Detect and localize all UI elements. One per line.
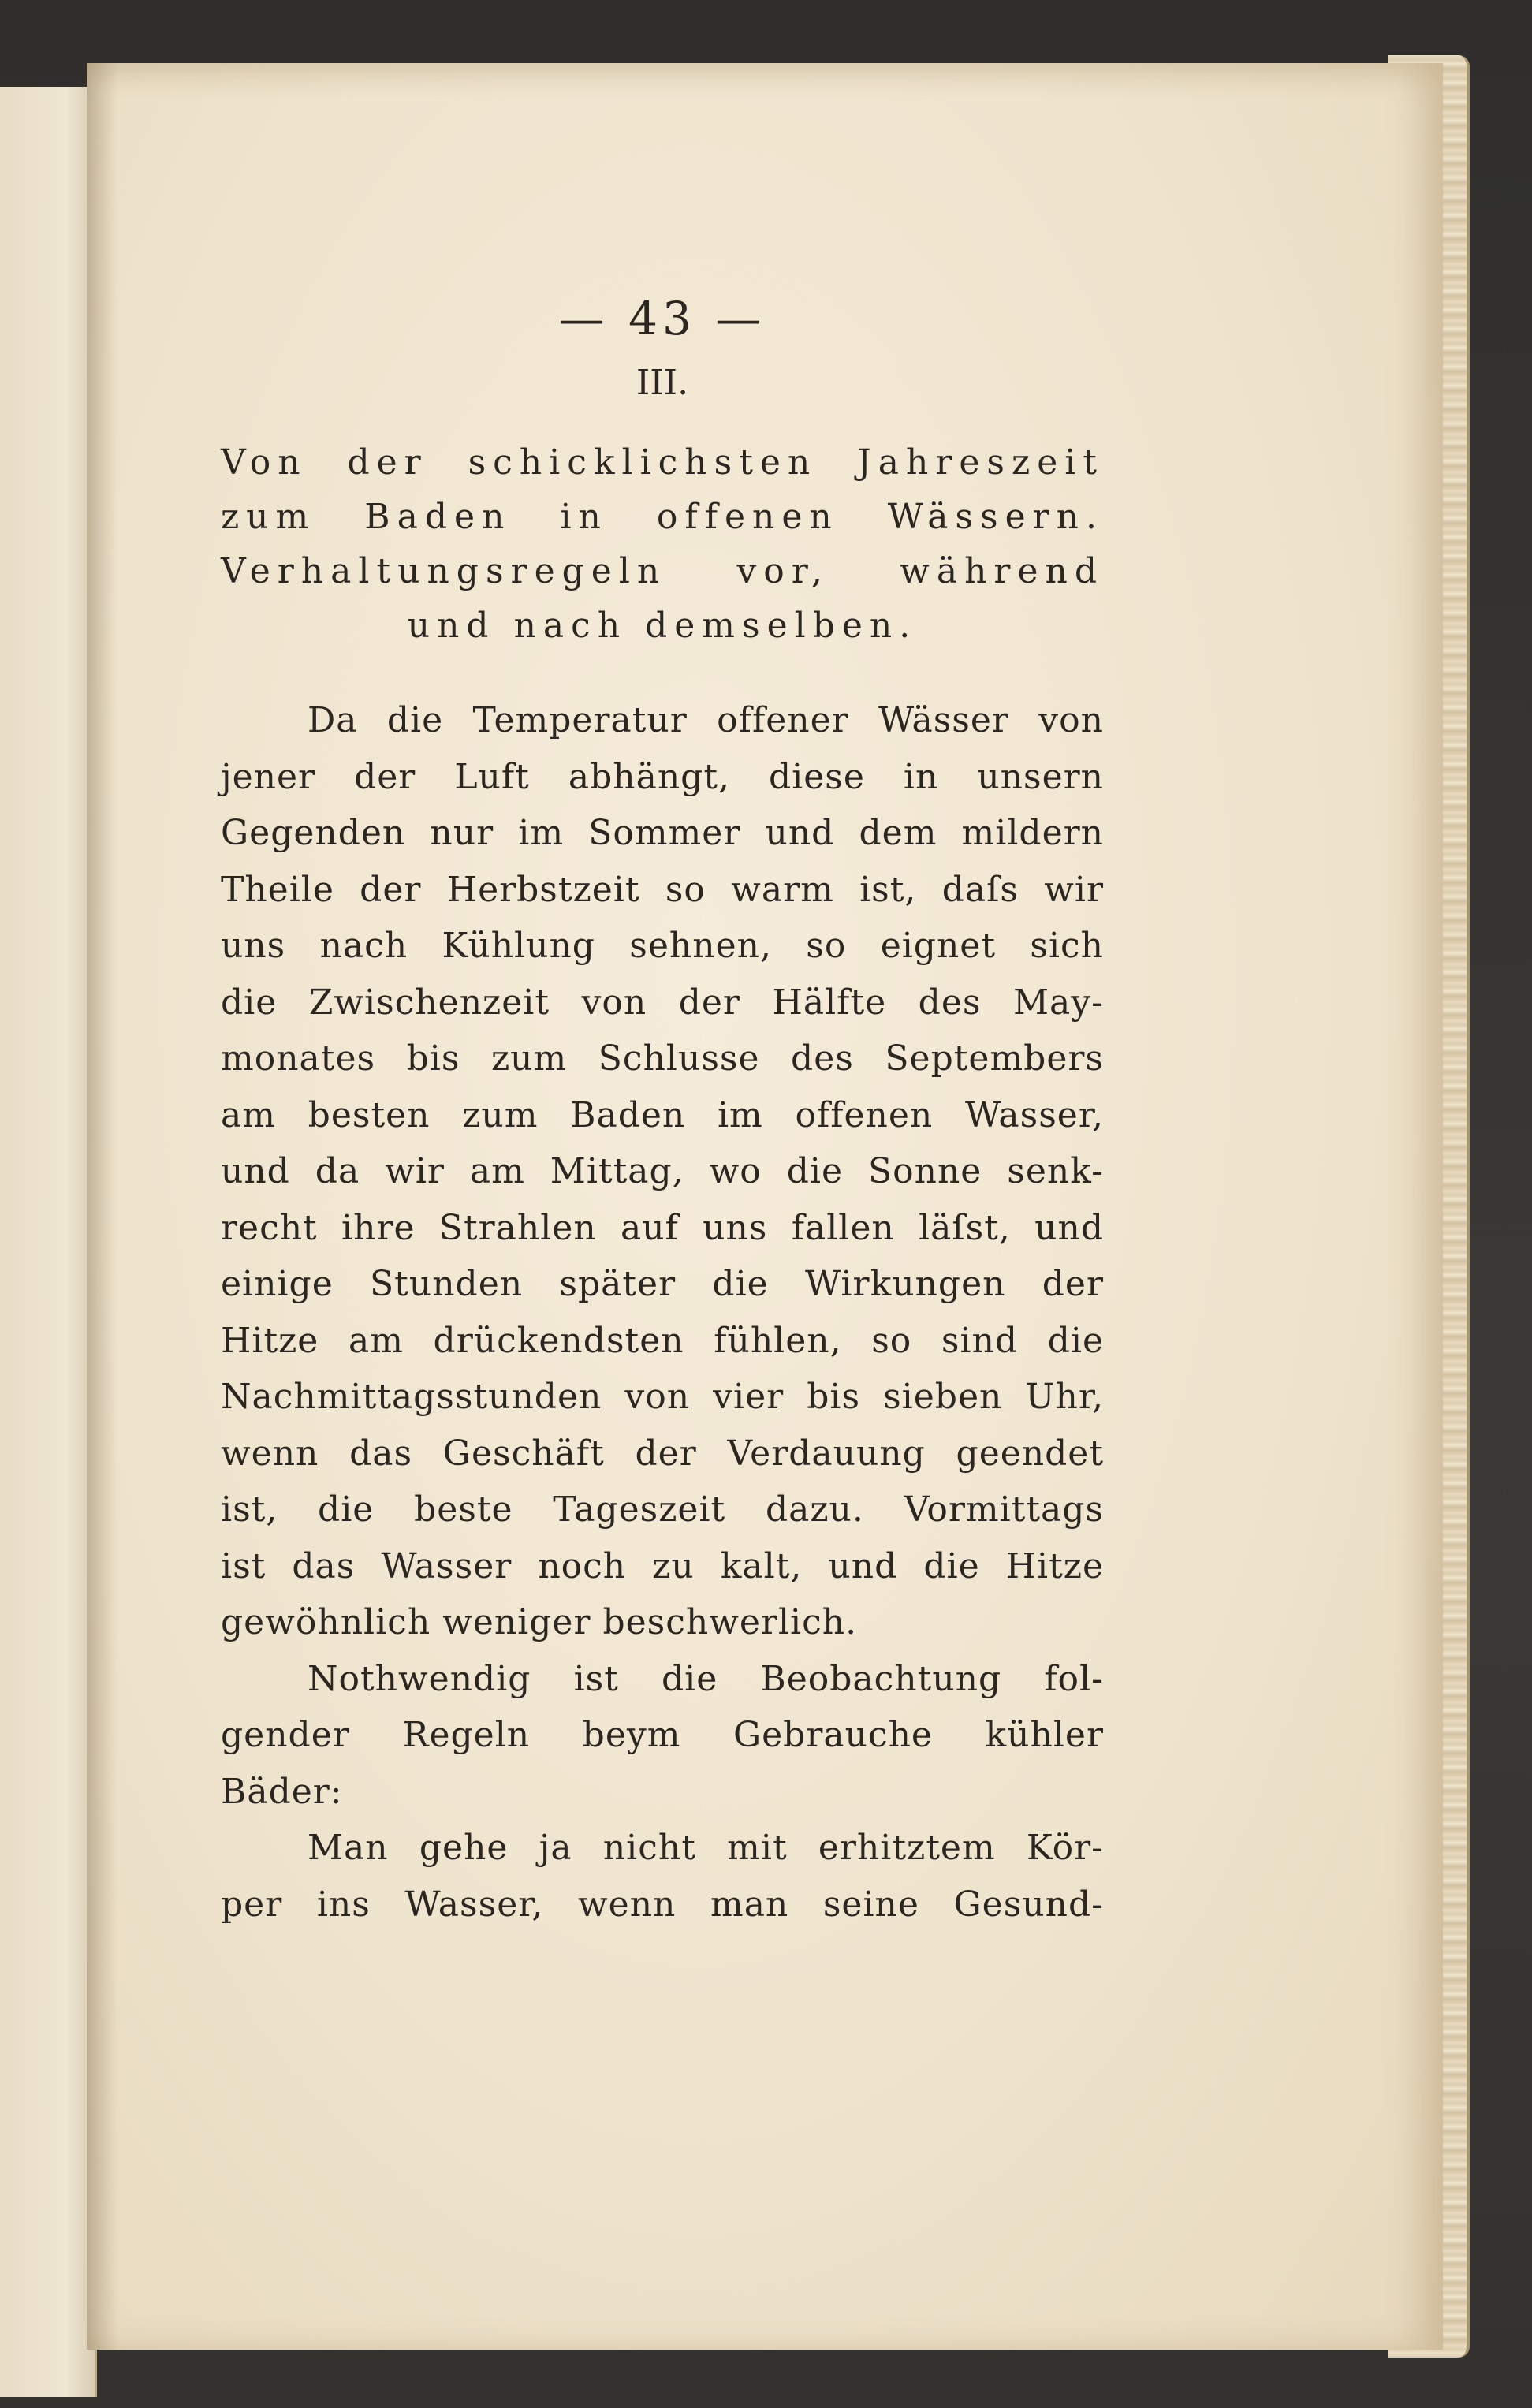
text-line: Da die Temperatur offener Wässer von bbox=[308, 700, 1104, 740]
text-line: per ins Wasser, wenn man seine Gesund- bbox=[221, 1884, 1104, 1925]
text-line: gewöhnlich weniger beschwerlich. bbox=[221, 1602, 858, 1642]
text-line: Theile der Herbstzeit so warm ist, daſs wir bbox=[221, 869, 1104, 910]
text-line: ist, die beste Tageszeit dazu. Vormittags bbox=[221, 1489, 1104, 1530]
text-line: Nothwendig ist die Beobachtung fol- bbox=[308, 1658, 1104, 1699]
heading-line: Verhaltungsregeln vor, während bbox=[221, 551, 1104, 591]
heading-line: zum Baden in offenen Wässern. bbox=[221, 497, 1104, 537]
text-line: einige Stunden später die Wirkungen der bbox=[221, 1264, 1104, 1304]
text-line: Hitze am drückendsten fühlen, so sind die bbox=[221, 1320, 1104, 1361]
chapter-heading bbox=[221, 435, 1104, 653]
body-text bbox=[221, 692, 1104, 1933]
text-line: Bäder: bbox=[221, 1771, 343, 1812]
page-text bbox=[221, 292, 1104, 1933]
text-line: recht ihre Strahlen auf uns fallen läſst, und bbox=[221, 1207, 1104, 1248]
text-line: gender Regeln beym Gebrauche kühler bbox=[221, 1715, 1104, 1755]
text-line: Gegenden nur im Sommer und dem mildern bbox=[221, 813, 1104, 853]
text-line: Nachmittagsstunden von vier bis sieben Uhr, bbox=[221, 1377, 1104, 1417]
heading-line: und nach demselben. bbox=[407, 606, 918, 646]
text-line: Man gehe ja nicht mit erhitztem Kör- bbox=[308, 1828, 1104, 1868]
spine-shadow bbox=[87, 63, 118, 2350]
text-line: die Zwischenzeit von der Hälfte des May- bbox=[221, 982, 1104, 1023]
text-line: am besten zum Baden im offenen Wasser, bbox=[221, 1094, 1104, 1135]
text-line: ist das Wasser noch zu kalt, und die Hitze bbox=[221, 1545, 1104, 1586]
text-line: und da wir am Mittag, wo die Sonne senk- bbox=[221, 1151, 1104, 1191]
text-line: monates bis zum Schlusse des Septembers bbox=[221, 1038, 1104, 1079]
chapter-number: III. bbox=[636, 363, 689, 403]
text-line: jener der Luft abhängt, diese in unsern bbox=[221, 756, 1104, 797]
heading-line: Von der schicklichsten Jahreszeit bbox=[221, 442, 1104, 483]
text-line: uns nach Kühlung sehnen, so eignet sich bbox=[221, 926, 1104, 966]
page-number: — 43 — bbox=[558, 292, 766, 345]
text-line: wenn das Geschäft der Verdauung geendet bbox=[221, 1433, 1104, 1474]
facing-page-edge bbox=[0, 87, 97, 2397]
